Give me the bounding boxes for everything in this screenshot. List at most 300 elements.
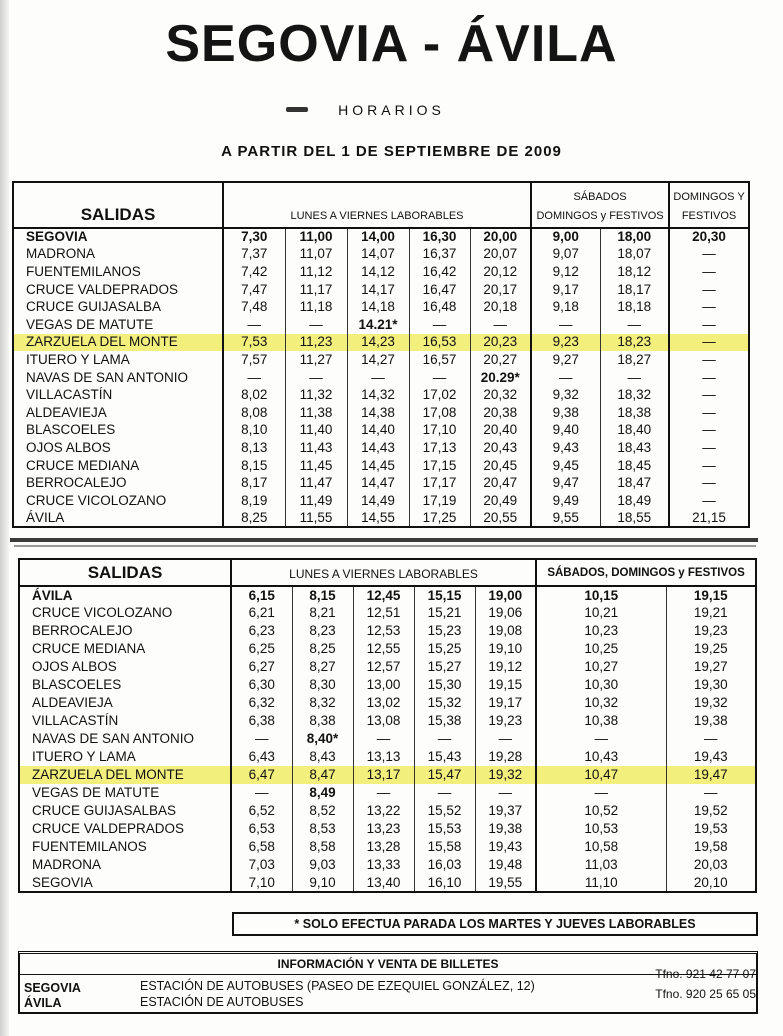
departure-time: 11,23 <box>285 334 347 352</box>
departure-time: 20,32 <box>470 386 531 404</box>
departure-time: 11,12 <box>285 263 347 281</box>
departure-time: 8,32 <box>292 694 353 712</box>
stop-name: OJOS ALBOS <box>19 658 231 676</box>
departure-time: 8,15 <box>292 586 353 604</box>
departure-time: 6,21 <box>231 604 292 622</box>
stop-name: ÁVILA <box>19 586 231 604</box>
stop-name: CRUCE VICOLOZANO <box>13 492 223 510</box>
departure-time: — <box>669 439 749 457</box>
departure-time: 14,00 <box>347 228 409 246</box>
departure-time: 18,00 <box>600 228 669 246</box>
stop-name: SEGOVIA <box>13 228 223 246</box>
departure-time: 14,40 <box>347 422 409 440</box>
departure-time: 12,53 <box>353 622 414 640</box>
departure-time: — <box>536 730 666 748</box>
departure-time: 10,23 <box>536 622 666 640</box>
departure-time: 13,40 <box>353 874 414 892</box>
departure-time: 19,23 <box>475 712 536 730</box>
departure-time: — <box>669 474 749 492</box>
departure-time: 14,07 <box>347 246 409 264</box>
departure-time: — <box>536 784 666 802</box>
departure-time: 11,40 <box>285 422 347 440</box>
schedule-row <box>13 281 749 299</box>
stop-name: MADRONA <box>19 856 231 874</box>
departure-time: 20,47 <box>470 474 531 492</box>
schedule-row <box>19 694 756 712</box>
departure-time: 14.21* <box>347 316 409 334</box>
stops-header: SALIDAS <box>13 182 223 228</box>
schedule-row <box>19 748 756 766</box>
departure-time: 19,28 <box>475 748 536 766</box>
departure-time: 13,17 <box>353 766 414 784</box>
departure-time: — <box>669 422 749 440</box>
departure-time: 10,53 <box>536 820 666 838</box>
schedule-row <box>19 784 756 802</box>
stops-header: SALIDAS <box>19 559 231 586</box>
info-heading: INFORMACIÓN Y VENTA DE BILLETES <box>277 957 499 971</box>
departure-time: 13,28 <box>353 838 414 856</box>
schedule-row <box>13 492 749 510</box>
departure-time: — <box>223 316 285 334</box>
departure-time: — <box>231 730 292 748</box>
schedule-row <box>19 586 756 604</box>
departure-time: 19,30 <box>666 676 756 694</box>
office-city: ÁVILA <box>24 996 62 1010</box>
stop-name: ITUERO Y LAMA <box>19 748 231 766</box>
departure-time: 13,08 <box>353 712 414 730</box>
departure-time: 7,37 <box>223 246 285 264</box>
departure-time: 6,15 <box>231 586 292 604</box>
departure-time: 6,32 <box>231 694 292 712</box>
stop-name: CRUCE VALDEPRADOS <box>13 281 223 299</box>
stop-name: VILLACASTÍN <box>19 712 231 730</box>
departure-time: 19,43 <box>475 838 536 856</box>
departure-time: 10,30 <box>536 676 666 694</box>
schedule-row <box>19 820 756 838</box>
departure-time: 10,21 <box>536 604 666 622</box>
schedule-row <box>13 246 749 264</box>
departure-time: — <box>409 316 470 334</box>
departure-time: — <box>347 369 409 387</box>
departure-time: 19,06 <box>475 604 536 622</box>
departure-time: 9,12 <box>531 263 600 281</box>
outbound-timetable <box>12 181 750 528</box>
departure-time: 14,47 <box>347 474 409 492</box>
office-city: SEGOVIA <box>24 981 81 995</box>
departure-time: — <box>223 369 285 387</box>
departure-time: 7,48 <box>223 298 285 316</box>
departure-time: 14,45 <box>347 457 409 475</box>
departure-time: 18,17 <box>600 281 669 299</box>
departure-time: 9,07 <box>531 246 600 264</box>
divider <box>20 974 756 975</box>
departure-time: 10,15 <box>536 586 666 604</box>
departure-time: 19,58 <box>666 838 756 856</box>
schedule-row <box>13 404 749 422</box>
departure-time: 14,38 <box>347 404 409 422</box>
departure-time: — <box>475 784 536 802</box>
departure-time: 17,08 <box>409 404 470 422</box>
departure-time: 8,21 <box>292 604 353 622</box>
schedule-row <box>19 658 756 676</box>
office-address: ESTACIÓN DE AUTOBUSES <box>140 995 304 1009</box>
departure-time: 19,32 <box>666 694 756 712</box>
departure-time: 12,57 <box>353 658 414 676</box>
departure-time: 10,58 <box>536 838 666 856</box>
departure-time: 8,23 <box>292 622 353 640</box>
schedule-row <box>13 351 749 369</box>
departure-time: 19,21 <box>666 604 756 622</box>
stop-name: SEGOVIA <box>19 874 231 892</box>
departure-time: 14,12 <box>347 263 409 281</box>
departure-time: 16,03 <box>414 856 475 874</box>
departure-time: 8,49 <box>292 784 353 802</box>
schedule-row <box>13 263 749 281</box>
schedule-row <box>19 802 756 820</box>
departure-time: 9,10 <box>292 874 353 892</box>
departure-time: 19,37 <box>475 802 536 820</box>
departure-time: 20,17 <box>470 281 531 299</box>
departure-time: 8,19 <box>223 492 285 510</box>
departure-time: 19,27 <box>666 658 756 676</box>
departure-time: 11,49 <box>285 492 347 510</box>
departure-time: 11,17 <box>285 281 347 299</box>
stop-name: VEGAS DE MATUTE <box>13 316 223 334</box>
schedule-row <box>13 422 749 440</box>
departure-time: 20,23 <box>470 334 531 352</box>
departure-time: 12,45 <box>353 586 414 604</box>
departure-time: 16,47 <box>409 281 470 299</box>
schedule-row <box>13 228 749 246</box>
departure-time: 20.29* <box>470 369 531 387</box>
stop-name: ALDEAVIEJA <box>13 404 223 422</box>
departure-time: 14,49 <box>347 492 409 510</box>
departure-time: 7,03 <box>231 856 292 874</box>
departure-time: 9,47 <box>531 474 600 492</box>
departure-time: 14,32 <box>347 386 409 404</box>
departure-time: 15,15 <box>414 586 475 604</box>
departure-time: 7,42 <box>223 263 285 281</box>
departure-time: 20,30 <box>669 228 749 246</box>
departure-time: 10,25 <box>536 640 666 658</box>
departure-time: 13,23 <box>353 820 414 838</box>
departure-time: — <box>669 281 749 299</box>
departure-time: 19,53 <box>666 820 756 838</box>
departure-time: 18,43 <box>600 439 669 457</box>
departure-time: 7,47 <box>223 281 285 299</box>
departure-time: — <box>475 730 536 748</box>
departure-time: 19,32 <box>475 766 536 784</box>
departure-time: 13,33 <box>353 856 414 874</box>
schedule-row <box>19 712 756 730</box>
stop-name: CRUCE MEDIANA <box>19 640 231 658</box>
info-box <box>18 951 758 1014</box>
stop-name: BLASCOELES <box>19 676 231 694</box>
departure-time: 9,43 <box>531 439 600 457</box>
departure-time: 16,37 <box>409 246 470 264</box>
return-timetable <box>18 558 757 893</box>
departure-time: 8,25 <box>292 640 353 658</box>
stop-name: MADRONA <box>13 246 223 264</box>
departure-time: 6,25 <box>231 640 292 658</box>
departure-time: 13,02 <box>353 694 414 712</box>
departure-time: 8,43 <box>292 748 353 766</box>
departure-time: 9,18 <box>531 298 600 316</box>
departure-time: 20,00 <box>470 228 531 246</box>
stop-name: CRUCE GUIJASALBAS <box>19 802 231 820</box>
departure-time: — <box>414 730 475 748</box>
departure-time: 16,30 <box>409 228 470 246</box>
stop-name: NAVAS DE SAN ANTONIO <box>13 369 223 387</box>
departure-time: — <box>669 263 749 281</box>
stop-name: ZARZUELA DEL MONTE <box>19 766 231 784</box>
departure-time: 11,45 <box>285 457 347 475</box>
stop-name: FUENTEMILANOS <box>13 263 223 281</box>
stop-name: CRUCE VICOLOZANO <box>19 604 231 622</box>
stop-name: CRUCE VALDEPRADOS <box>19 820 231 838</box>
departure-time: 8,47 <box>292 766 353 784</box>
saturday-header-line2: DOMINGOS y FESTIVOS <box>536 210 664 222</box>
office-address: ESTACIÓN DE AUTOBUSES (PASEO DE EZEQUIEL GONZÁLEZ, 12) <box>140 979 535 993</box>
departure-time: 19,55 <box>475 874 536 892</box>
departure-time: — <box>353 730 414 748</box>
departure-time: 20,55 <box>470 510 531 528</box>
departure-time: 9,23 <box>531 334 600 352</box>
departure-time: 12,51 <box>353 604 414 622</box>
departure-time: 11,55 <box>285 510 347 528</box>
office-phone: Tfno. 921 42 77 07 <box>655 967 756 981</box>
departure-time: 14,18 <box>347 298 409 316</box>
departure-time: 15,43 <box>414 748 475 766</box>
departure-time: 19,38 <box>475 820 536 838</box>
stop-name: NAVAS DE SAN ANTONIO <box>19 730 231 748</box>
sunday-header-line2: FESTIVOS <box>681 210 737 222</box>
departure-time: 20,18 <box>470 298 531 316</box>
departure-time: 18,12 <box>600 263 669 281</box>
stop-name: VILLACASTÍN <box>13 386 223 404</box>
departure-time: — <box>600 316 669 334</box>
departure-time: — <box>353 784 414 802</box>
schedule-row <box>19 730 756 748</box>
departure-time: 9,40 <box>531 422 600 440</box>
schedule-row <box>19 676 756 694</box>
departure-time: — <box>231 784 292 802</box>
departure-time: 6,30 <box>231 676 292 694</box>
departure-time: 6,52 <box>231 802 292 820</box>
departure-time: 20,49 <box>470 492 531 510</box>
stop-name: CRUCE GUIJASALBA <box>13 298 223 316</box>
departure-time: 19,47 <box>666 766 756 784</box>
departure-time: 9,38 <box>531 404 600 422</box>
departure-time: — <box>470 316 531 334</box>
departure-time: 11,27 <box>285 351 347 369</box>
saturday-header-line1: SÁBADOS <box>573 191 627 203</box>
departure-time: 18,45 <box>600 457 669 475</box>
divider <box>10 538 758 542</box>
departure-time: 18,23 <box>600 334 669 352</box>
departure-time: 8,08 <box>223 404 285 422</box>
departure-time: 16,48 <box>409 298 470 316</box>
departure-time: 21,15 <box>669 510 749 528</box>
weekend-header: SÁBADOS, DOMINGOS y FESTIVOS <box>536 559 756 586</box>
departure-time: 18,55 <box>600 510 669 528</box>
departure-time: 9,03 <box>292 856 353 874</box>
departure-time: — <box>669 316 749 334</box>
departure-time: 11,47 <box>285 474 347 492</box>
departure-time: 15,30 <box>414 676 475 694</box>
departure-time: 8,52 <box>292 802 353 820</box>
departure-time: 6,27 <box>231 658 292 676</box>
departure-time: 20,43 <box>470 439 531 457</box>
departure-time: — <box>669 369 749 387</box>
schedule-row <box>19 640 756 658</box>
schedule-row <box>19 622 756 640</box>
departure-time: 18,07 <box>600 246 669 264</box>
departure-time: 20,27 <box>470 351 531 369</box>
departure-time: 14,23 <box>347 334 409 352</box>
departure-time: — <box>600 369 669 387</box>
header-row <box>13 182 749 228</box>
departure-time: 17,13 <box>409 439 470 457</box>
stop-name: BLASCOELES <box>13 422 223 440</box>
departure-time: — <box>285 316 347 334</box>
departure-time: 11,43 <box>285 439 347 457</box>
schedule-row <box>19 838 756 856</box>
sunday-header <box>669 182 749 228</box>
schedule-row <box>13 439 749 457</box>
saturday-header <box>531 182 669 228</box>
departure-time: 11,38 <box>285 404 347 422</box>
stop-name: ÁVILA <box>13 510 223 528</box>
divider <box>14 545 756 547</box>
departure-time: 8,25 <box>223 510 285 528</box>
departure-time: 9,45 <box>531 457 600 475</box>
departure-time: 7,57 <box>223 351 285 369</box>
departure-time: 17,19 <box>409 492 470 510</box>
departure-time: 11,10 <box>536 874 666 892</box>
departure-time: 19,15 <box>666 586 756 604</box>
weekday-header: LUNES A VIERNES LABORABLES <box>231 559 536 586</box>
schedule-row <box>19 874 756 892</box>
departure-time: — <box>414 784 475 802</box>
departure-time: 11,03 <box>536 856 666 874</box>
departure-time: 20,10 <box>666 874 756 892</box>
stop-name: ALDEAVIEJA <box>19 694 231 712</box>
departure-time: 20,40 <box>470 422 531 440</box>
departure-time: — <box>666 784 756 802</box>
departure-time: 20,45 <box>470 457 531 475</box>
footnote: * SOLO EFECTUA PARADA LOS MARTES Y JUEVES LABORABLES <box>232 912 758 936</box>
departure-time: 15,32 <box>414 694 475 712</box>
departure-time: — <box>531 316 600 334</box>
departure-time: 9,32 <box>531 386 600 404</box>
departure-time: 19,48 <box>475 856 536 874</box>
departure-time: 19,43 <box>666 748 756 766</box>
departure-time: 19,23 <box>666 622 756 640</box>
departure-time: 6,47 <box>231 766 292 784</box>
departure-time: 18,27 <box>600 351 669 369</box>
departure-time: 17,02 <box>409 386 470 404</box>
departure-time: — <box>669 246 749 264</box>
stop-name: ITUERO Y LAMA <box>13 351 223 369</box>
schedule-row <box>13 457 749 475</box>
departure-time: 18,32 <box>600 386 669 404</box>
departure-time: 15,23 <box>414 622 475 640</box>
departure-time: 6,53 <box>231 820 292 838</box>
departure-time: 17,25 <box>409 510 470 528</box>
departure-time: 14,55 <box>347 510 409 528</box>
schedule-row <box>13 369 749 387</box>
departure-time: 8,17 <box>223 474 285 492</box>
departure-time: 8,38 <box>292 712 353 730</box>
subtitle: HORARIOS <box>338 102 445 118</box>
header-row <box>19 559 756 586</box>
departure-time: 15,21 <box>414 604 475 622</box>
departure-time: 14,17 <box>347 281 409 299</box>
departure-time: 6,58 <box>231 838 292 856</box>
departure-time: 15,52 <box>414 802 475 820</box>
stop-name: BERROCALEJO <box>19 622 231 640</box>
departure-time: 20,38 <box>470 404 531 422</box>
stop-name: VEGAS DE MATUTE <box>19 784 231 802</box>
departure-time: 16,53 <box>409 334 470 352</box>
departure-time: 17,10 <box>409 422 470 440</box>
stop-name: CRUCE MEDIANA <box>13 457 223 475</box>
departure-time: 6,23 <box>231 622 292 640</box>
departure-time: 16,57 <box>409 351 470 369</box>
departure-time: 18,38 <box>600 404 669 422</box>
departure-time: 15,53 <box>414 820 475 838</box>
departure-time: 19,00 <box>475 586 536 604</box>
departure-time: 18,18 <box>600 298 669 316</box>
departure-time: 17,17 <box>409 474 470 492</box>
departure-time: 14,27 <box>347 351 409 369</box>
departure-time: 18,47 <box>600 474 669 492</box>
departure-time: 15,47 <box>414 766 475 784</box>
departure-time: 6,38 <box>231 712 292 730</box>
stop-name: BERROCALEJO <box>13 474 223 492</box>
departure-time: 20,12 <box>470 263 531 281</box>
departure-time: 19,12 <box>475 658 536 676</box>
departure-time: 7,53 <box>223 334 285 352</box>
departure-time: 10,27 <box>536 658 666 676</box>
stop-name: ZARZUELA DEL MONTE <box>13 334 223 352</box>
departure-time: 10,32 <box>536 694 666 712</box>
departure-time: 7,10 <box>231 874 292 892</box>
departure-time: 10,52 <box>536 802 666 820</box>
departure-time: 15,27 <box>414 658 475 676</box>
schedule-row <box>13 298 749 316</box>
departure-time: — <box>669 492 749 510</box>
departure-time: 8,15 <box>223 457 285 475</box>
departure-time: — <box>409 369 470 387</box>
schedule-row <box>19 604 756 622</box>
stop-name: FUENTEMILANOS <box>19 838 231 856</box>
departure-time: 9,00 <box>531 228 600 246</box>
departure-time: 6,43 <box>231 748 292 766</box>
departure-time: 8,27 <box>292 658 353 676</box>
departure-time: — <box>531 369 600 387</box>
departure-time: 7,30 <box>223 228 285 246</box>
departure-time: 20,03 <box>666 856 756 874</box>
departure-time: 15,58 <box>414 838 475 856</box>
departure-time: 8,40* <box>292 730 353 748</box>
departure-time: 19,15 <box>475 676 536 694</box>
schedule-row <box>13 510 749 528</box>
schedule-row <box>13 334 749 352</box>
departure-time: 10,38 <box>536 712 666 730</box>
departure-time: 8,10 <box>223 422 285 440</box>
